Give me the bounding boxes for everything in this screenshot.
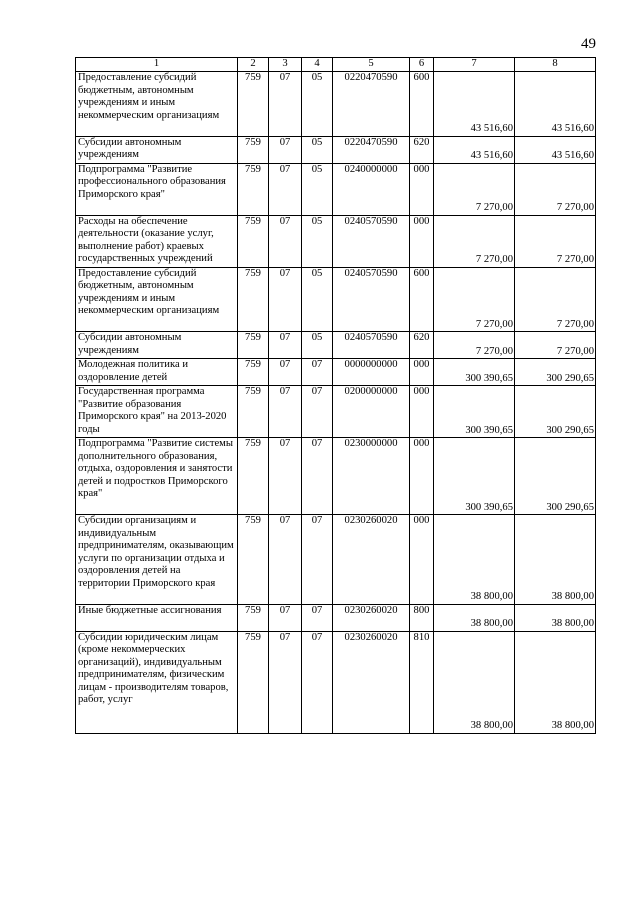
row-csr-cell: 0200000000 <box>333 386 410 438</box>
row-ved-cell: 759 <box>238 163 269 215</box>
header-cell: 5 <box>333 58 410 72</box>
row-csr-cell: 0240570590 <box>333 215 410 267</box>
row-pr-cell: 05 <box>302 163 333 215</box>
row-pr-cell: 07 <box>302 604 333 631</box>
row-ved-cell: 759 <box>238 136 269 163</box>
row-vr-cell: 000 <box>410 438 434 515</box>
row-vr-cell: 600 <box>410 72 434 137</box>
table-row <box>76 136 596 163</box>
row-ved-cell: 759 <box>238 631 269 733</box>
row-sum-2020-cell: 38 800,00 <box>515 631 596 733</box>
row-csr-cell: 0230260020 <box>333 515 410 605</box>
page-number: 49 <box>581 36 596 52</box>
row-vr-cell: 000 <box>410 215 434 267</box>
row-pr-cell: 05 <box>302 332 333 359</box>
table-row <box>76 359 596 386</box>
row-rz-cell: 07 <box>269 438 302 515</box>
row-sum-2019-cell: 300 390,65 <box>434 386 515 438</box>
row-csr-cell: 0000000000 <box>333 359 410 386</box>
row-sum-2019-cell: 38 800,00 <box>434 631 515 733</box>
header-cell: 1 <box>76 58 238 72</box>
row-csr-cell: 0230260020 <box>333 631 410 733</box>
row-ved-cell: 759 <box>238 359 269 386</box>
row-vr-cell: 620 <box>410 332 434 359</box>
row-sum-2019-cell: 38 800,00 <box>434 604 515 631</box>
row-rz-cell: 07 <box>269 267 302 332</box>
row-ved-cell: 759 <box>238 267 269 332</box>
row-sum-2020-cell: 300 290,65 <box>515 386 596 438</box>
row-rz-cell: 07 <box>269 359 302 386</box>
header-cell: 6 <box>410 58 434 72</box>
row-pr-cell: 07 <box>302 515 333 605</box>
row-csr-cell: 0240570590 <box>333 267 410 332</box>
row-pr-cell: 07 <box>302 631 333 733</box>
row-name-cell: Подпрограмма "Развитие системы дополнительного образования, отдыха, оздоровления и занятости детей и подростков Приморского края" <box>76 438 238 515</box>
row-pr-cell: 07 <box>302 359 333 386</box>
row-sum-2019-cell: 43 516,60 <box>434 136 515 163</box>
row-sum-2019-cell: 7 270,00 <box>434 215 515 267</box>
row-rz-cell: 07 <box>269 386 302 438</box>
table-row <box>76 332 596 359</box>
row-sum-2020-cell: 7 270,00 <box>515 267 596 332</box>
row-vr-cell: 800 <box>410 604 434 631</box>
row-csr-cell: 0240570590 <box>333 332 410 359</box>
table-row <box>76 604 596 631</box>
row-name-cell: Иные бюджетные ассигнования <box>76 604 238 631</box>
row-name-cell: Субсидии автономным учреждениям <box>76 136 238 163</box>
row-name-cell: Подпрограмма "Развитие профессионального образования Приморского края" <box>76 163 238 215</box>
table-row <box>76 163 596 215</box>
row-sum-2019-cell: 38 800,00 <box>434 515 515 605</box>
table-row <box>76 215 596 267</box>
row-rz-cell: 07 <box>269 163 302 215</box>
row-ved-cell: 759 <box>238 332 269 359</box>
row-sum-2020-cell: 7 270,00 <box>515 163 596 215</box>
row-vr-cell: 000 <box>410 163 434 215</box>
row-name-cell: Субсидии автономным учреждениям <box>76 332 238 359</box>
row-pr-cell: 05 <box>302 136 333 163</box>
row-sum-2020-cell: 43 516,60 <box>515 136 596 163</box>
row-ved-cell: 759 <box>238 72 269 137</box>
row-csr-cell: 0220470590 <box>333 136 410 163</box>
table-row <box>76 631 596 733</box>
row-pr-cell: 07 <box>302 386 333 438</box>
row-name-cell: Молодежная политика и оздоровление детей <box>76 359 238 386</box>
row-ved-cell: 759 <box>238 515 269 605</box>
row-pr-cell: 07 <box>302 438 333 515</box>
row-rz-cell: 07 <box>269 631 302 733</box>
table-row <box>76 515 596 605</box>
row-name-cell: Субсидии организациям и индивидуальным предпринимателям, оказывающим услуги по организации отдыха и оздоровления детей на территории Приморского края <box>76 515 238 605</box>
header-cell: 7 <box>434 58 515 72</box>
row-sum-2019-cell: 43 516,60 <box>434 72 515 137</box>
row-rz-cell: 07 <box>269 515 302 605</box>
row-sum-2020-cell: 38 800,00 <box>515 604 596 631</box>
row-rz-cell: 07 <box>269 215 302 267</box>
row-rz-cell: 07 <box>269 72 302 137</box>
table-row <box>76 438 596 515</box>
header-cell: 8 <box>515 58 596 72</box>
header-cell: 3 <box>269 58 302 72</box>
row-vr-cell: 620 <box>410 136 434 163</box>
row-vr-cell: 810 <box>410 631 434 733</box>
row-name-cell: Расходы на обеспечение деятельности (оказание услуг, выполнение работ) краевых государственных учреждений <box>76 215 238 267</box>
row-csr-cell: 0220470590 <box>333 72 410 137</box>
row-sum-2019-cell: 7 270,00 <box>434 332 515 359</box>
table-header-row <box>76 58 596 72</box>
row-csr-cell: 0230260020 <box>333 604 410 631</box>
row-name-cell: Предоставление субсидий бюджетным, автономным учреждениям и иным некоммерческим организациям <box>76 267 238 332</box>
table-body <box>76 72 596 734</box>
row-pr-cell: 05 <box>302 72 333 137</box>
row-ved-cell: 759 <box>238 438 269 515</box>
row-sum-2019-cell: 7 270,00 <box>434 163 515 215</box>
row-ved-cell: 759 <box>238 386 269 438</box>
table-row <box>76 386 596 438</box>
table-row <box>76 72 596 137</box>
row-csr-cell: 0230000000 <box>333 438 410 515</box>
row-ved-cell: 759 <box>238 604 269 631</box>
row-sum-2020-cell: 300 290,65 <box>515 438 596 515</box>
row-rz-cell: 07 <box>269 136 302 163</box>
row-rz-cell: 07 <box>269 332 302 359</box>
header-cell: 4 <box>302 58 333 72</box>
row-name-cell: Государственная программа "Развитие образования Приморского края" на 2013-2020 годы <box>76 386 238 438</box>
row-pr-cell: 05 <box>302 267 333 332</box>
row-sum-2019-cell: 300 390,65 <box>434 359 515 386</box>
row-vr-cell: 600 <box>410 267 434 332</box>
row-ved-cell: 759 <box>238 215 269 267</box>
budget-table <box>75 57 596 734</box>
row-vr-cell: 000 <box>410 359 434 386</box>
row-pr-cell: 05 <box>302 215 333 267</box>
row-name-cell: Субсидии юридическим лицам (кроме некоммерческих организаций), индивидуальным предпринимателям, физическим лицам - производителям товаров, работ, услуг <box>76 631 238 733</box>
row-csr-cell: 0240000000 <box>333 163 410 215</box>
row-rz-cell: 07 <box>269 604 302 631</box>
header-cell: 2 <box>238 58 269 72</box>
row-sum-2020-cell: 300 290,65 <box>515 359 596 386</box>
row-sum-2020-cell: 38 800,00 <box>515 515 596 605</box>
row-sum-2020-cell: 7 270,00 <box>515 332 596 359</box>
row-vr-cell: 000 <box>410 386 434 438</box>
row-vr-cell: 000 <box>410 515 434 605</box>
row-sum-2020-cell: 7 270,00 <box>515 215 596 267</box>
row-sum-2019-cell: 7 270,00 <box>434 267 515 332</box>
row-sum-2019-cell: 300 390,65 <box>434 438 515 515</box>
table-row <box>76 267 596 332</box>
row-name-cell: Предоставление субсидий бюджетным, автономным учреждениям и иным некоммерческим организациям <box>76 72 238 137</box>
row-sum-2020-cell: 43 516,60 <box>515 72 596 137</box>
